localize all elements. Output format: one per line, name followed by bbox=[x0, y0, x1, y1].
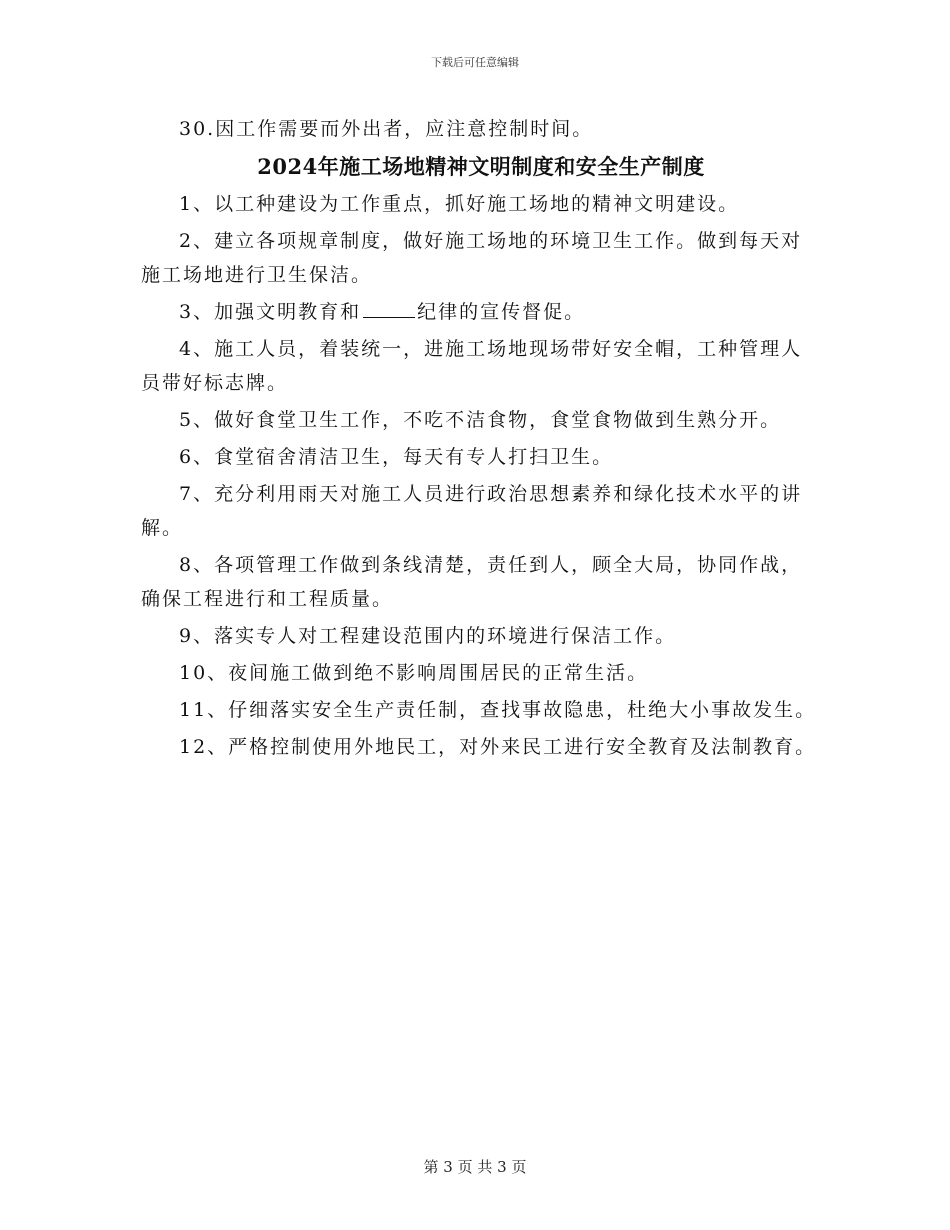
list-item bbox=[141, 295, 821, 329]
list-item: 4、施工人员，着装统一，进施工场地现场带好安全帽，工种管理人员带好标志牌。 bbox=[141, 338, 803, 394]
list-item-text-before-blank: 3、加强文明教育和 bbox=[179, 301, 362, 323]
list-item: 1、以工种建设为工作重点，抓好施工场地的精神文明建设。 bbox=[179, 193, 740, 215]
document-title: 2024年施工场地精神文明制度和安全生产制度 bbox=[257, 154, 705, 179]
fill-in-blank bbox=[363, 301, 415, 318]
list-item: 11、仔细落实安全生产责任制，查找事故隐患，杜绝大小事故发生。 bbox=[179, 699, 817, 721]
list-item: 7、充分利用雨天对施工人员进行政治思想素养和绿化技术水平的讲解。 bbox=[141, 483, 803, 539]
list-item: 10、夜间施工做到绝不影响周围居民的正常生活。 bbox=[179, 662, 649, 684]
list-item: 5、做好食堂卫生工作，不吃不洁食物，食堂食物做到生熟分开。 bbox=[179, 409, 782, 431]
header-note: 下载后可任意编辑 bbox=[431, 56, 519, 69]
list-item: 2、建立各项规章制度，做好施工场地的环境卫生工作。做到每天对施工场地进行卫生保洁。 bbox=[141, 230, 803, 286]
document-body bbox=[141, 112, 821, 767]
page-footer: 第 3 页 共 3 页 bbox=[423, 1158, 527, 1176]
list-item: 6、食堂宿舍清洁卫生，每天有专人打扫卫生。 bbox=[179, 446, 614, 468]
list-item: 8、各项管理工作做到条线清楚，责任到人，顾全大局，协同作战，确保工程进行和工程质量。 bbox=[141, 554, 803, 610]
list-item-text-after-blank: 纪律的宣传督促。 bbox=[417, 301, 586, 323]
list-item: 9、落实专人对工程建设范围内的环境进行保洁工作。 bbox=[179, 625, 677, 647]
list-item: 12、严格控制使用外地民工，对外来民工进行安全教育及法制教育。 bbox=[179, 736, 817, 758]
lead-item: 30.因工作需要而外出者，应注意控制时间。 bbox=[179, 118, 594, 140]
